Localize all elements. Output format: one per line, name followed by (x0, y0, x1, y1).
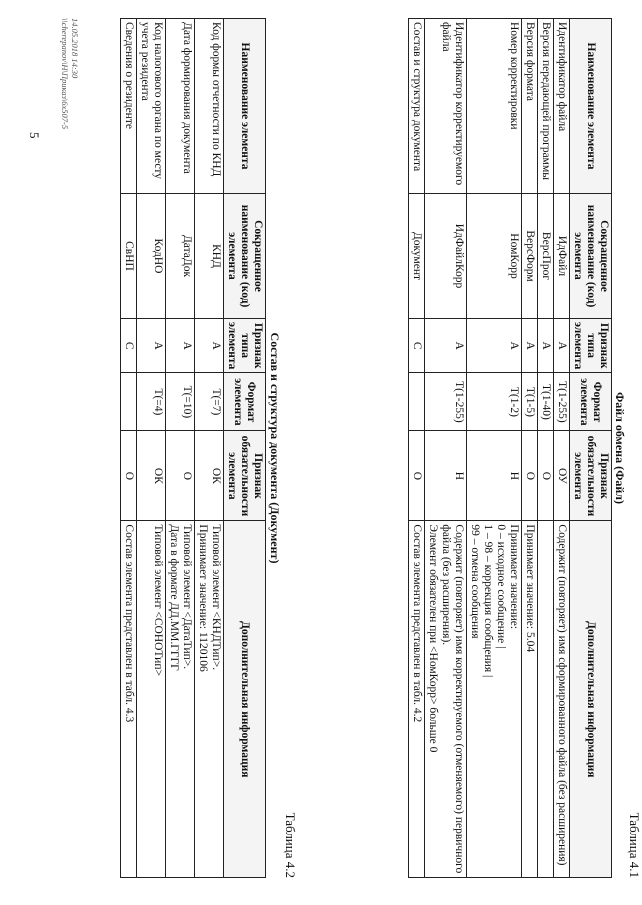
table-row (554, 19, 570, 878)
table-cell: Идентификатор файла (554, 19, 570, 194)
table-cell: Номер корректировки (467, 19, 522, 194)
table-4-2-header-row (224, 19, 266, 878)
table-cell: С (121, 319, 137, 373)
table-cell: Н (425, 431, 467, 521)
table-cell: О (121, 431, 137, 521)
table-cell: А (554, 319, 570, 373)
table-cell: Состав элемента представлен в табл. 4.2 (409, 521, 425, 878)
table-cell: КНД (195, 194, 224, 319)
table-cell: А (195, 319, 224, 373)
table-cell: Состав и структура документа (409, 19, 425, 194)
table-cell: Н (467, 431, 522, 521)
table-cell: Идентификатор корректируемого файла (425, 19, 467, 194)
table-cell: Версия формата (522, 19, 538, 194)
table-cell: ОК (195, 431, 224, 521)
header-name: Наименование элемента (570, 19, 612, 194)
table-cell: Код формы отчетности по КНД (195, 19, 224, 194)
header-info: Дополнительная информация (224, 521, 266, 878)
header-short-name: Сокращенное наименование (код) элемента (224, 194, 266, 319)
table-cell: СвНП (121, 194, 137, 319)
table-cell: ОУ (554, 431, 570, 521)
table-cell (538, 521, 554, 878)
table-4-2-label: Таблица 4.2 (283, 812, 298, 878)
document-footer (60, 18, 80, 129)
table-cell: О (538, 431, 554, 521)
table-cell: ВерсПрог (538, 194, 554, 319)
table-cell: Т(1-2) (467, 373, 522, 431)
table-cell: Дата формирования документа (166, 19, 195, 194)
table-cell: Т(1-40) (538, 373, 554, 431)
table-cell: О (522, 431, 538, 521)
table-4-1-header-row (570, 19, 612, 878)
footer-timestamp: 14.05.2018 14:30 (70, 18, 80, 79)
table-cell (121, 373, 137, 431)
header-info: Дополнительная информация (570, 521, 612, 878)
table-row (522, 19, 538, 878)
table-4-2-body (121, 19, 224, 878)
table-cell: ВерсФорм (522, 194, 538, 319)
table-cell: Т(=7) (195, 373, 224, 431)
header-format: Формат элемента (224, 373, 266, 431)
table-cell: О (166, 431, 195, 521)
table-4-1-label: Таблица 4.1 (627, 812, 642, 878)
table-cell: КодНО (137, 194, 166, 319)
table-cell: Типовой элемент <ДатаТип>. Дата в формате ДД.ММ.ГГГГ (166, 521, 195, 878)
footer-path: \\cherepanov\Н\Приказ\6х507-5 (60, 18, 70, 130)
table-cell: Версия передающей программы (538, 19, 554, 194)
header-format: Формат элемента (570, 373, 612, 431)
table-cell: А (467, 319, 522, 373)
table-cell: Типовой элемент <СОНОТип> (137, 521, 166, 878)
table-cell: Содержит (повторяет) имя корректируемого (отменяемого) первичного файла (без расширения). Элемент обязателен при <НомКорр> больше 0 (425, 521, 467, 878)
header-type: Признак типа элемента (570, 319, 612, 373)
table-cell: Документ (409, 194, 425, 319)
table-cell: ОК (137, 431, 166, 521)
table-row (137, 19, 166, 878)
table-4-1-title: Файл обмена (Файл) (613, 391, 627, 505)
header-name: Наименование элемента (224, 19, 266, 194)
table-row (121, 19, 137, 878)
page-number: 5 (27, 132, 42, 139)
table-cell: Сведения о резиденте (121, 19, 137, 194)
table-cell: Т(1-255) (554, 373, 570, 431)
table-cell: Типовой элемент <КНДТип>. Принимает значение: 1120106 (195, 521, 224, 878)
table-cell: Т(1-5) (522, 373, 538, 431)
table-cell: Т(1-255) (425, 373, 467, 431)
table-cell: А (137, 319, 166, 373)
table-cell: А (522, 319, 538, 373)
table-cell: О (409, 431, 425, 521)
table-cell: Т(=10) (166, 373, 195, 431)
table-cell: Принимает значение: 5.04 (522, 521, 538, 878)
table-row (195, 19, 224, 878)
table-row (409, 19, 425, 878)
table-cell: Принимает значение: 0 – исходное сообщение | 1 – 98 – коррекция сообщения | 99 – отмена сообщения (467, 521, 522, 878)
rotated-page-content (18, 18, 642, 878)
header-required: Признак обязательности элемента (224, 431, 266, 521)
table-row (166, 19, 195, 878)
table-cell: Код налогового органа по месту учета резидента (137, 19, 166, 194)
header-short-name: Сокращенное наименование (код) элемента (570, 194, 612, 319)
table-cell: Т(=4) (137, 373, 166, 431)
table-4-1 (408, 18, 612, 878)
table-row (425, 19, 467, 878)
table-cell: Состав элемента представлен в табл. 4.3 (121, 521, 137, 878)
header-required: Признак обязательности элемента (570, 431, 612, 521)
table-cell: НомКорр (467, 194, 522, 319)
table-4-2 (120, 18, 266, 878)
table-row (538, 19, 554, 878)
table-cell: С (409, 319, 425, 373)
table-cell: А (538, 319, 554, 373)
table-4-2-title: Состав и структура документа (Документ) (268, 332, 282, 564)
table-cell: ИдФайлКорр (425, 194, 467, 319)
table-cell: А (166, 319, 195, 373)
table-cell: ИдФайл (554, 194, 570, 319)
table-cell: А (425, 319, 467, 373)
table-cell: Содержит (повторяет) имя сформированного файла (без расширения) (554, 521, 570, 878)
table-cell: ДатаДок (166, 194, 195, 319)
header-type: Признак типа элемента (224, 319, 266, 373)
table-4-1-body (409, 19, 570, 878)
table-row (467, 19, 522, 878)
table-cell (409, 373, 425, 431)
